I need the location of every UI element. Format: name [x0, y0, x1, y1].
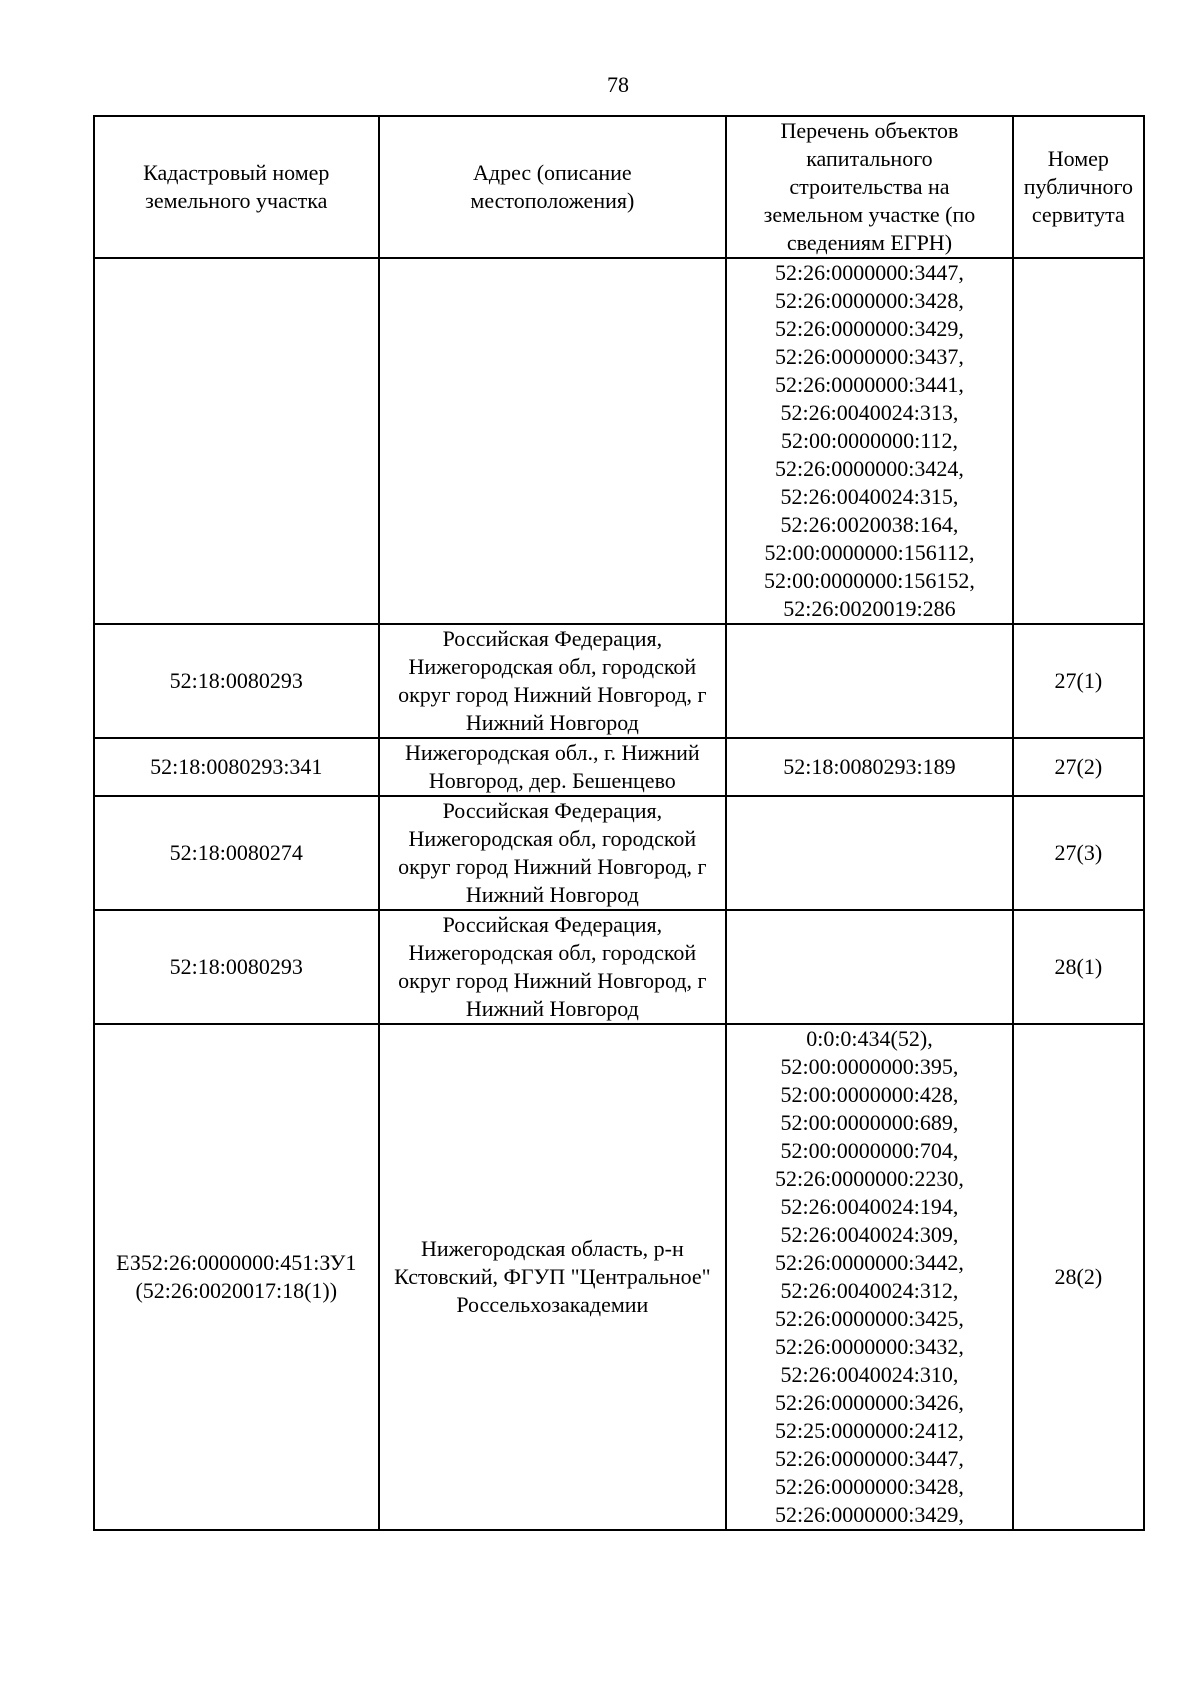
object-cadastral-number: 52:26:0000000:3442, — [775, 1250, 964, 1275]
page-number: 78 — [607, 72, 629, 97]
object-cadastral-number: 52:26:0040024:309, — [780, 1222, 959, 1247]
address-cell: Нижегородская область, р-н Кстовский, ФГУП "Центральное" Россельхозакадемии — [379, 1024, 727, 1530]
servitude-number-cell: 27(2) — [1013, 738, 1144, 796]
object-cadastral-number: 52:00:0000000:428, — [780, 1082, 959, 1107]
cadastral-number-cell — [94, 258, 379, 624]
header-objects: Перечень объектов капитального строительства на земельном участке (по сведениям ЕГРН) — [726, 116, 1013, 258]
object-cadastral-number: 52:26:0000000:3429, — [775, 1502, 964, 1527]
table-row — [94, 738, 1144, 796]
object-cadastral-number: 52:00:0000000:689, — [780, 1110, 959, 1135]
object-cadastral-number: 52:26:0000000:3429, — [775, 316, 964, 341]
object-cadastral-number: 52:00:0000000:704, — [780, 1138, 959, 1163]
object-cadastral-number: 52:26:0000000:3428, — [775, 288, 964, 313]
object-cadastral-number: 52:26:0000000:3447, — [775, 260, 964, 285]
header-address: Адрес (описание местоположения) — [379, 116, 727, 258]
header-servitude-number: Номер публичного сервитута — [1013, 116, 1144, 258]
object-cadastral-number: 0:0:0:434(52), — [806, 1026, 933, 1051]
object-cadastral-number: 52:18:0080293:189 — [783, 754, 956, 779]
objects-cell — [726, 796, 1013, 910]
address-cell — [379, 258, 727, 624]
object-cadastral-number: 52:26:0000000:3432, — [775, 1334, 964, 1359]
servitude-number-cell: 28(1) — [1013, 910, 1144, 1024]
object-cadastral-number: 52:26:0000000:2230, — [775, 1166, 964, 1191]
address-cell: Российская Федерация, Нижегородская обл, городской округ город Нижний Новгород, г Нижний Новгород — [379, 796, 727, 910]
cadastral-number-cell: 52:18:0080293:341 — [94, 738, 379, 796]
servitude-table — [93, 115, 1145, 1531]
table-row — [94, 910, 1144, 1024]
table-row — [94, 258, 1144, 624]
address-cell: Нижегородская обл., г. Нижний Новгород, дер. Бешенцево — [379, 738, 727, 796]
object-cadastral-number: 52:00:0000000:156112, — [764, 540, 975, 565]
objects-cell — [726, 1024, 1013, 1530]
objects-cell — [726, 258, 1013, 624]
object-cadastral-number: 52:26:0000000:3426, — [775, 1390, 964, 1415]
table-row — [94, 1024, 1144, 1530]
object-cadastral-number: 52:26:0020019:286 — [783, 596, 956, 621]
servitude-number-cell: 27(3) — [1013, 796, 1144, 910]
cadastral-number-cell: 52:18:0080293 — [94, 910, 379, 1024]
object-cadastral-number: 52:26:0000000:3437, — [775, 344, 964, 369]
object-cadastral-number: 52:26:0000000:3425, — [775, 1306, 964, 1331]
object-cadastral-number: 52:26:0000000:3447, — [775, 1446, 964, 1471]
object-cadastral-number: 52:00:0000000:112, — [780, 428, 958, 453]
cadastral-number-cell: 52:18:0080293 — [94, 624, 379, 738]
objects-cell — [726, 910, 1013, 1024]
objects-cell — [726, 624, 1013, 738]
object-cadastral-number: 52:00:0000000:395, — [780, 1054, 959, 1079]
object-cadastral-number: 52:26:0000000:3424, — [775, 456, 964, 481]
servitude-number-cell: 27(1) — [1013, 624, 1144, 738]
table-row — [94, 624, 1144, 738]
address-cell: Российская Федерация, Нижегородская обл, городской округ город Нижний Новгород, г Нижний Новгород — [379, 910, 727, 1024]
servitude-number-cell: 28(2) — [1013, 1024, 1144, 1530]
objects-cell — [726, 738, 1013, 796]
object-cadastral-number: 52:26:0040024:310, — [780, 1362, 959, 1387]
cadastral-number-cell: 52:18:0080274 — [94, 796, 379, 910]
address-cell: Российская Федерация, Нижегородская обл, городской округ город Нижний Новгород, г Нижний Новгород — [379, 624, 727, 738]
object-cadastral-number: 52:26:0040024:312, — [780, 1278, 959, 1303]
cadastral-number-cell: ЕЗ52:26:0000000:451:ЗУ1 (52:26:0020017:18(1)) — [94, 1024, 379, 1530]
object-cadastral-number: 52:26:0020038:164, — [780, 512, 959, 537]
object-cadastral-number: 52:26:0000000:3428, — [775, 1474, 964, 1499]
object-cadastral-number: 52:26:0040024:194, — [780, 1194, 959, 1219]
table-header-row — [94, 116, 1144, 258]
object-cadastral-number: 52:25:0000000:2412, — [775, 1418, 964, 1443]
object-cadastral-number: 52:26:0000000:3441, — [775, 372, 964, 397]
servitude-number-cell — [1013, 258, 1144, 624]
object-cadastral-number: 52:00:0000000:156152, — [764, 568, 975, 593]
table-row — [94, 796, 1144, 910]
object-cadastral-number: 52:26:0040024:315, — [780, 484, 959, 509]
header-cadastral-number: Кадастровый номер земельного участка — [94, 116, 379, 258]
object-cadastral-number: 52:26:0040024:313, — [780, 400, 959, 425]
